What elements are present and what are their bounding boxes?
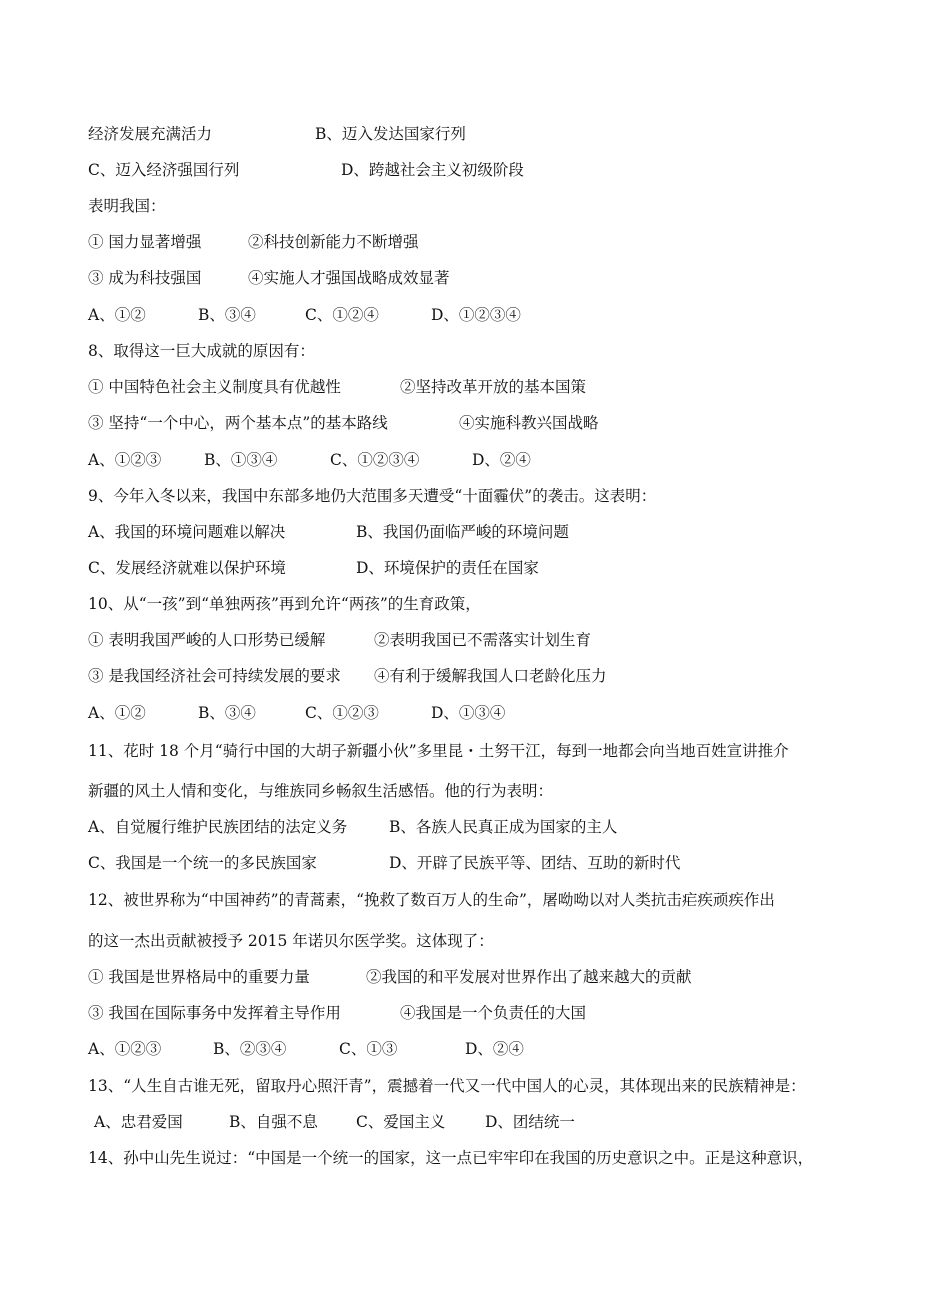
- question-9: 9、今年入冬以来，我国中东部多地仍大范围多天遭受“十面霾伏”的袭击。这表明：: [88, 487, 657, 505]
- text-line: [88, 303, 888, 323]
- option-c: C、爱国主义: [356, 1113, 446, 1131]
- text-line: [88, 411, 888, 431]
- option-b: B、迈入发达国家行列: [315, 125, 466, 143]
- statement-3: ③ 成为科技强国: [88, 269, 202, 287]
- statement-2: ②坚持改革开放的基本国策: [400, 378, 587, 396]
- question-stem: 表明我国：: [88, 197, 166, 215]
- question-14: 14、孙中山先生说过：“中国是一个统一的国家，这一点已牢牢印在我国的历史意识之中。正是这种意识，: [88, 1149, 814, 1167]
- option-c: C、我国是一个统一的多民族国家: [88, 854, 317, 872]
- statement-4: ④有利于缓解我国人口老龄化压力: [374, 667, 607, 685]
- option-b: B、自强不息: [229, 1113, 318, 1131]
- option-b: B、③④: [198, 704, 256, 722]
- option-a: A、①②: [88, 306, 146, 324]
- text-line: [88, 929, 888, 949]
- statement-1: ① 我国是世界格局中的重要力量: [88, 968, 310, 986]
- option-d: D、②④: [472, 451, 531, 469]
- statement-1: ① 国力显著增强: [88, 233, 202, 251]
- option-a: A、①②③: [88, 1040, 162, 1058]
- text-line: [88, 1074, 888, 1094]
- text-line: [88, 194, 888, 214]
- statement-3: ③ 是我国经济社会可持续发展的要求: [88, 667, 341, 685]
- text-line: [88, 1037, 888, 1057]
- text-line: [88, 1146, 888, 1166]
- statement-4: ④实施科教兴国战略: [459, 414, 599, 432]
- option-d: D、开辟了民族平等、团结、互助的新时代: [389, 854, 681, 872]
- option-b: B、各族人民真正成为国家的主人: [389, 818, 618, 836]
- text-line: [88, 230, 888, 250]
- statement-3: ③ 坚持“一个中心，两个基本点”的基本路线: [88, 414, 388, 432]
- text-line: [88, 556, 888, 576]
- option-c: C、①②③: [305, 704, 379, 722]
- option-a: A、忠君爱国: [94, 1113, 183, 1131]
- statement-4: ④我国是一个负责任的大国: [400, 1004, 587, 1022]
- text-line: [88, 158, 888, 178]
- statement-2: ②我国的和平发展对世界作出了越来越大的贡献: [366, 968, 692, 986]
- option-a: A、自觉履行维护民族团结的法定义务: [88, 818, 348, 836]
- text-line: [88, 339, 888, 359]
- option-b: B、①③④: [204, 451, 278, 469]
- text-line: [88, 1110, 888, 1130]
- option-b: B、③④: [198, 306, 256, 324]
- option-b: B、②③④: [213, 1040, 287, 1058]
- text-segment: 经济发展充满活力: [88, 125, 213, 143]
- text-line: [88, 266, 888, 286]
- option-d: D、①②③④: [431, 306, 521, 324]
- text-line: [88, 484, 888, 504]
- text-line: [88, 448, 888, 468]
- question-12-continued: 的这一杰出贡献被授予 2015 年诺贝尔医学奖。这体现了：: [88, 932, 494, 950]
- question-13: 13、“人生自古谁无死，留取丹心照汗青”，震撼着一代又一代中国人的心灵，其体现出来的民族精神是：: [88, 1077, 806, 1095]
- option-c: C、①③: [339, 1040, 398, 1058]
- option-c: C、①②③④: [330, 451, 420, 469]
- option-d: D、跨越社会主义初级阶段: [341, 161, 524, 179]
- question-12: 12、被世界称为“中国神药”的青蒿素，“挽救了数百万人的生命”，屠呦呦以对人类抗击疟疾顽疾作出: [88, 891, 775, 909]
- option-a: A、我国的环境问题难以解决: [88, 523, 286, 541]
- question-10: 10、从“一孩”到“单独两孩”再到允许“两孩”的生育政策，: [88, 595, 481, 613]
- statement-2: ②表明我国已不需落实计划生育: [374, 631, 592, 649]
- text-line: [88, 375, 888, 395]
- text-line: [88, 888, 888, 908]
- statement-1: ① 表明我国严峻的人口形势已缓解: [88, 631, 326, 649]
- option-d: D、环境保护的责任在国家: [356, 559, 539, 577]
- option-b: B、我国仍面临严峻的环境问题: [356, 523, 569, 541]
- option-a: A、①②③: [88, 451, 162, 469]
- text-line: [88, 779, 888, 799]
- option-d: D、①③④: [431, 704, 506, 722]
- text-line: [88, 1001, 888, 1021]
- text-line: [88, 739, 888, 759]
- statement-4: ④实施人才强国战略成效显著: [248, 269, 450, 287]
- question-11-continued: 新疆的风土人情和变化，与维族同乡畅叙生活感悟。他的行为表明：: [88, 782, 554, 800]
- option-c: C、①②④: [305, 306, 379, 324]
- option-c: C、发展经济就难以保护环境: [88, 559, 286, 577]
- text-line: [88, 701, 888, 721]
- text-line: [88, 520, 888, 540]
- statement-1: ① 中国特色社会主义制度具有优越性: [88, 378, 341, 396]
- text-line: [88, 965, 888, 985]
- text-line: [88, 664, 888, 684]
- option-d: D、团结统一: [485, 1113, 575, 1131]
- text-line: [88, 815, 888, 835]
- text-line: [88, 122, 888, 142]
- option-d: D、②④: [465, 1040, 524, 1058]
- option-a: A、①②: [88, 704, 146, 722]
- statement-2: ②科技创新能力不断增强: [248, 233, 419, 251]
- text-line: [88, 592, 888, 612]
- question-11: 11、花时 18 个月“骑行中国的大胡子新疆小伙”多里昆・土努干江，每到一地都会向当地百姓宣讲推介: [88, 742, 789, 760]
- text-line: [88, 851, 888, 871]
- statement-3: ③ 我国在国际事务中发挥着主导作用: [88, 1004, 341, 1022]
- option-c: C、迈入经济强国行列: [88, 161, 240, 179]
- question-8: 8、取得这一巨大成就的原因有：: [88, 342, 315, 360]
- text-line: [88, 628, 888, 648]
